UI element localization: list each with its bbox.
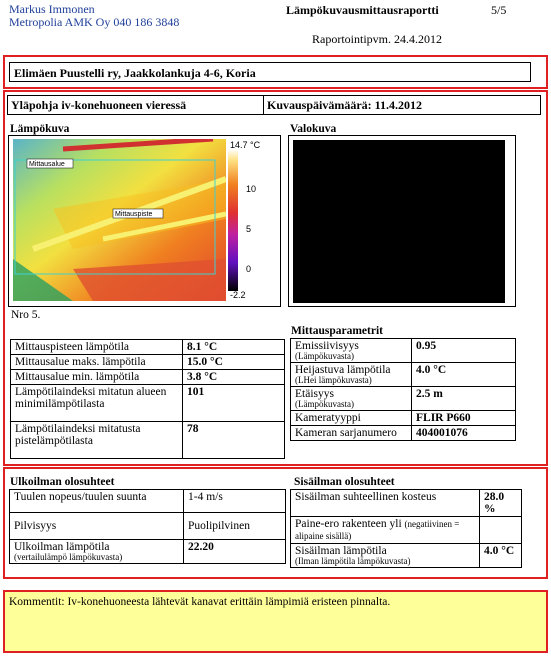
param-sub: (Lämpökuvasta) <box>295 399 354 409</box>
param-value: FLIR P660 <box>412 411 516 426</box>
outdoor-label: Tuulen nopeus/tuulen suunta <box>10 490 184 513</box>
table-row <box>11 422 285 459</box>
table-row <box>11 385 285 422</box>
param-sub: (LHei lämpökuvasta) <box>295 375 372 385</box>
location-text: Yläpohja iv-konehuoneen vieressä <box>11 98 187 112</box>
thermal-caption: Nro 5. <box>11 309 41 321</box>
author-name: Markus Immonen <box>9 2 95 16</box>
table-row <box>291 363 516 387</box>
indoor-value: 4.0 °C <box>480 544 522 568</box>
table-row <box>291 517 522 544</box>
location-divider <box>263 95 264 115</box>
table-row <box>11 370 285 385</box>
params-table <box>290 338 516 441</box>
client-name: Elimäen Puustelli ry, Jaakkolankuja 4-6, Koria <box>14 66 256 80</box>
indoor-table <box>290 489 522 568</box>
outdoor-value: 22.20 <box>184 540 286 564</box>
measurement-label: Lämpötilaindeksi mitatusta pistelämpötilasta <box>11 422 183 459</box>
thermal-area-label: Mittausalue <box>29 161 65 168</box>
outdoor-value: 1-4 m/s <box>184 490 286 513</box>
table-row <box>291 339 516 363</box>
measurement-label: Mittausalue min. lämpötila <box>11 370 183 385</box>
table-row <box>11 355 285 370</box>
page-number: 5/5 <box>491 3 507 17</box>
table-row <box>291 411 516 426</box>
outdoor-label: Pilvisyys <box>10 513 184 540</box>
measurements-table <box>10 339 285 459</box>
param-label: Kameran sarjanumero <box>291 426 412 441</box>
measurement-value: 101 <box>183 385 285 422</box>
param-value: 0.95 <box>412 339 516 363</box>
measurement-value: 3.8 °C <box>183 370 285 385</box>
outdoor-label <box>10 540 184 564</box>
thermal-scale <box>225 139 277 301</box>
param-label <box>291 339 412 363</box>
measurement-label: Mittausalue maks. lämpötila <box>11 355 183 370</box>
thermal-image <box>13 139 226 301</box>
params-heading: Mittausparametrit <box>291 325 383 337</box>
outdoor-heading: Ulkoilman olosuhteet <box>10 476 115 488</box>
table-row <box>10 540 286 564</box>
scale-tick-5: 5 <box>246 224 252 234</box>
table-row <box>291 426 516 441</box>
param-value: 2.5 m <box>412 387 516 411</box>
table-row <box>291 544 522 568</box>
report-date: Raportointipvm. 24.4.2012 <box>312 32 442 46</box>
param-label: Kameratyyppi <box>291 411 412 426</box>
indoor-label <box>291 517 480 544</box>
measurement-value: 8.1 °C <box>183 340 285 355</box>
measurement-value: 15.0 °C <box>183 355 285 370</box>
outdoor-table <box>9 489 286 564</box>
indoor-sub: (Ilman lämpötila lämpökuvasta) <box>295 556 411 566</box>
shoot-date: Kuvauspäivämäärä: 11.4.2012 <box>267 98 423 112</box>
table-row <box>291 387 516 411</box>
report-title: Lämpökuvausmittausraportti <box>286 3 439 17</box>
param-sub: (Lämpökuvasta) <box>295 351 354 361</box>
indoor-label <box>291 544 480 568</box>
table-row <box>291 490 522 517</box>
indoor-value: 28.0 % <box>480 490 522 517</box>
table-row <box>11 340 285 355</box>
scale-min: -2.2 <box>230 290 246 300</box>
outdoor-value: Puolipilvinen <box>184 513 286 540</box>
indoor-name: Paine-ero rakenteen yli <box>295 518 402 530</box>
photo-image <box>293 140 505 303</box>
param-name: Emissiivisyys <box>295 340 359 352</box>
indoor-name: Sisäilman lämpötila <box>295 545 387 557</box>
outdoor-name: Ulkoilman lämpötila <box>14 541 110 553</box>
param-value: 404001076 <box>412 426 516 441</box>
indoor-sub: (negatiivinen = alipaine sisällä) <box>295 519 460 541</box>
measurement-label: Lämpötilaindeksi mitatun alueen minimilämpötilasta <box>11 385 183 422</box>
measurement-label: Mittauspisteen lämpötila <box>11 340 183 355</box>
param-name: Heijastuva lämpötila <box>295 364 391 376</box>
table-row <box>10 490 286 513</box>
scale-max: 14.7 °C <box>230 140 261 150</box>
param-label <box>291 363 412 387</box>
scale-tick-0: 0 <box>246 264 252 274</box>
indoor-value <box>480 517 522 544</box>
param-value: 4.0 °C <box>412 363 516 387</box>
measurement-value: 78 <box>183 422 285 459</box>
scale-tick-10: 10 <box>246 184 257 194</box>
outdoor-sub: (vertailulämpö lämpökuvasta) <box>14 552 123 562</box>
param-name: Etäisyys <box>295 388 334 400</box>
thermal-point-label: Mittauspiste <box>115 211 153 218</box>
indoor-heading: Sisäilman olosuhteet <box>294 476 395 488</box>
indoor-label: Sisäilman suhteellinen kosteus <box>291 490 480 517</box>
company-info: Metropolia AMK Oy 040 186 3848 <box>9 15 180 29</box>
thermal-heading: Lämpökuva <box>10 123 70 135</box>
photo-heading: Valokuva <box>290 123 337 135</box>
comments-text: Kommentit: Iv-konehuoneesta lähtevät kanavat erittäin lämpimiä eristeen pinnalta. <box>9 596 391 608</box>
param-label <box>291 387 412 411</box>
table-row <box>10 513 286 540</box>
